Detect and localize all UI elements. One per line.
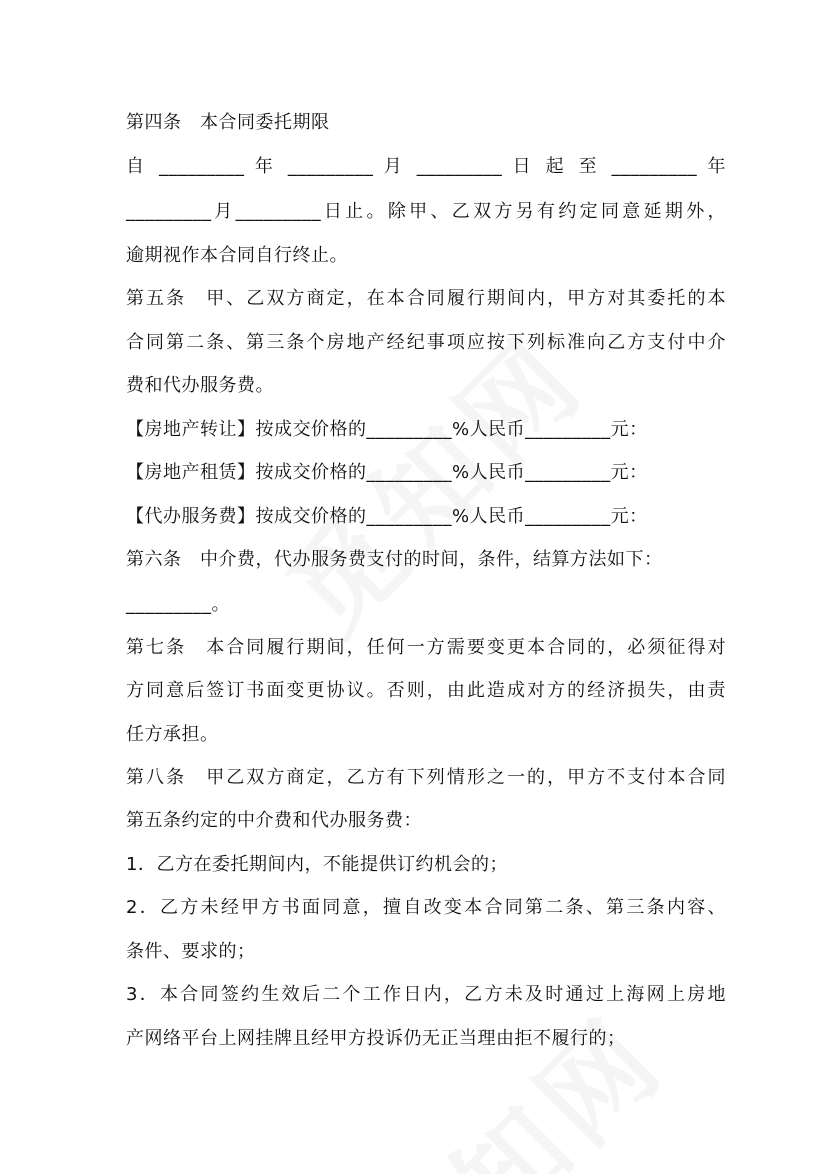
article-8-item-2-line-1: 2．乙方未经甲方书面同意，擅自改变本合同第二条、第三条内容、 xyxy=(126,897,726,918)
article-6-line-1: 第六条 中介费，代办服务费支付的时间，条件，结算方法如下： xyxy=(126,549,663,570)
fee-service-line: 【代办服务费】按成交价格的_________%人民币_________元： xyxy=(126,506,648,527)
article-8-line-2: 第五条约定的中介费和代办服务费： xyxy=(126,810,422,831)
article-7-line-1: 第七条 本合同履行期间，任何一方需要变更本合同的，必须征得对 xyxy=(126,637,726,658)
article-7-line-2: 方同意后签订书面变更协议。否则，由此造成对方的经济损失，由责 xyxy=(126,680,726,701)
article-5-line-3: 费和代办服务费。 xyxy=(126,375,274,396)
article-4-line-3: 逾期视作本合同自行终止。 xyxy=(126,245,348,266)
article-4-heading: 第四条 本合同委托期限 xyxy=(126,112,330,133)
fee-transfer-line: 【房地产转让】按成交价格的_________%人民币_________元： xyxy=(126,419,648,440)
article-8-item-2-line-2: 条件、要求的； xyxy=(126,941,256,962)
article-5-line-1: 第五条 甲、乙双方商定，在本合同履行期间内，甲方对其委托的本 xyxy=(126,288,726,309)
article-7-line-3: 任方承担。 xyxy=(126,724,219,745)
article-6-line-2: _________。 xyxy=(126,594,230,615)
article-8-item-3-line-1: 3．本合同签约生效后二个工作日内，乙方未及时通过上海网上房地 xyxy=(126,984,726,1005)
article-4-line-1: 自 _________ 年 _________ 月 _________ 日 起 至 _________ 年 xyxy=(126,156,726,177)
article-4-line-2: _________月_________日止。除甲、乙双方另有约定同意延期外， xyxy=(126,201,726,222)
article-8-item-1: 1．乙方在委托期间内，不能提供订约机会的； xyxy=(126,854,508,875)
fee-rental-line: 【房地产租赁】按成交价格的_________%人民币_________元： xyxy=(126,462,648,483)
article-8-line-1: 第八条 甲乙双方商定，乙方有下列情形之一的，甲方不支付本合同 xyxy=(126,767,726,788)
article-5-line-2: 合同第二条、第三条个房地产经纪事项应按下列标准向乙方支付中介 xyxy=(126,332,726,353)
article-8-item-3-line-2: 产网络平台上网挂牌且经甲方投诉仍无正当理由拒不履行的； xyxy=(126,1028,626,1049)
